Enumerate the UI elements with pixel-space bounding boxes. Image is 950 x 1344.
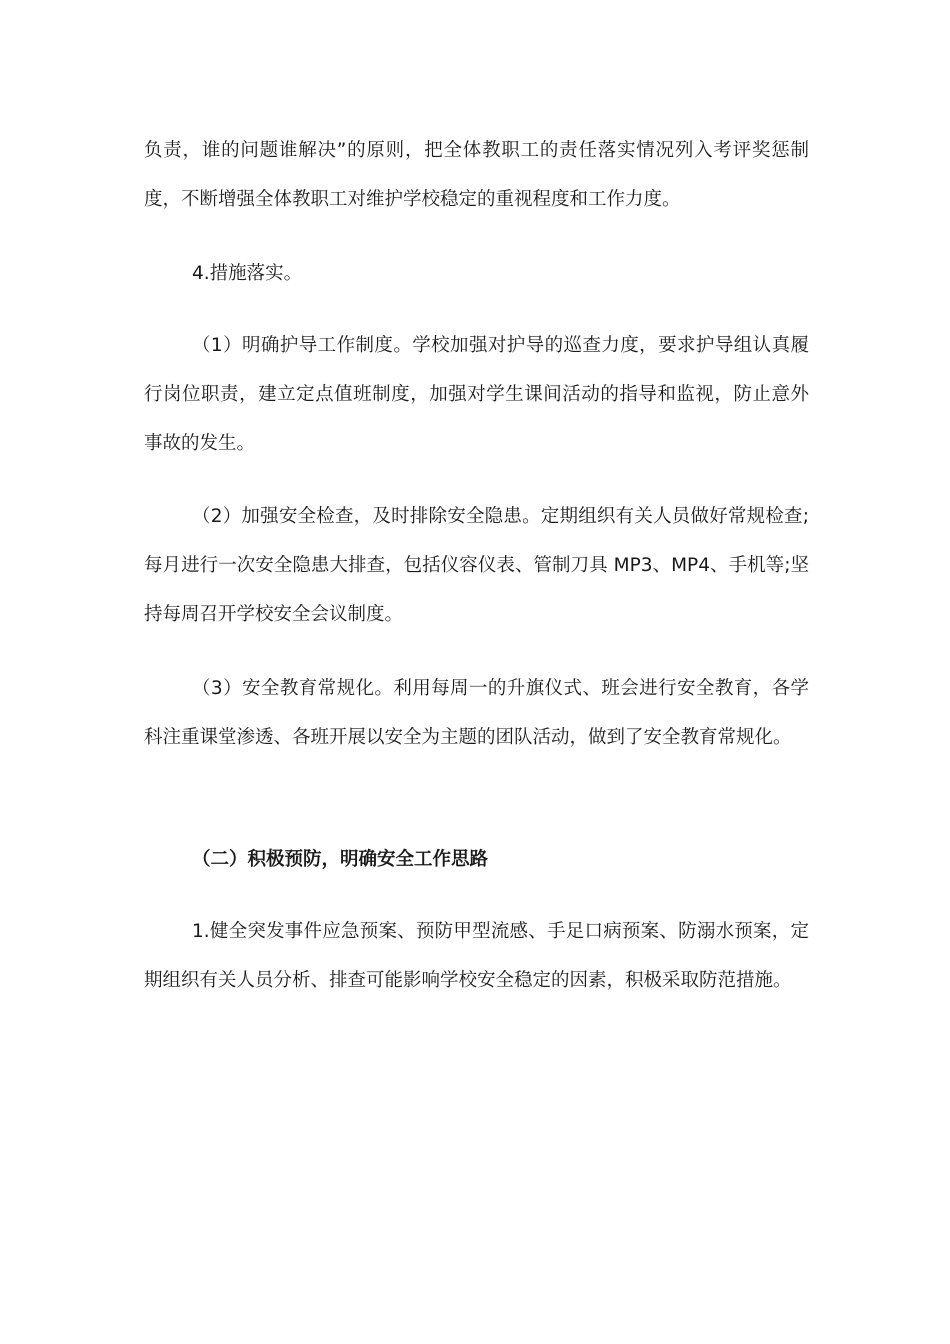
- section-heading-prevention: （二）积极预防，明确安全工作思路: [192, 849, 489, 870]
- paragraph-safety-inspection: （2）加强安全检查，及时排除安全隐患。定期组织有关人员做好常规检查;每月进行一次安全隐患大排查，包括仪容仪表、管制刀具 MP3、MP4、手机等;坚持每周召开学校安全会议制度。: [144, 506, 809, 625]
- paragraph-measures-heading: 4.措施落实。: [192, 263, 303, 284]
- paragraph-patrol-system: （1）明确护导工作制度。学校加强对护导的巡查力度，要求护导组认真履行岗位职责，建立定点值班制度，加强对学生课间活动的指导和监视，防止意外事故的发生。: [144, 335, 809, 454]
- paragraph-responsibility-system: 负责，谁的问题谁解决”的原则，把全体教职工的责任落实情况列入考评奖惩制度，不断增强全体教职工对维护学校稳定的重视程度和工作力度。: [144, 140, 809, 210]
- paragraph-emergency-plans: 1.健全突发事件应急预案、预防甲型流感、手足口病预案、防溺水预案，定期组织有关人员分析、排查可能影响学校安全稳定的因素，积极采取防范措施。: [144, 921, 809, 991]
- paragraph-safety-education: （3）安全教育常规化。利用每周一的升旗仪式、班会进行安全教育，各学科注重课堂渗透、各班开展以安全为主题的团队活动，做到了安全教育常规化。: [144, 678, 809, 748]
